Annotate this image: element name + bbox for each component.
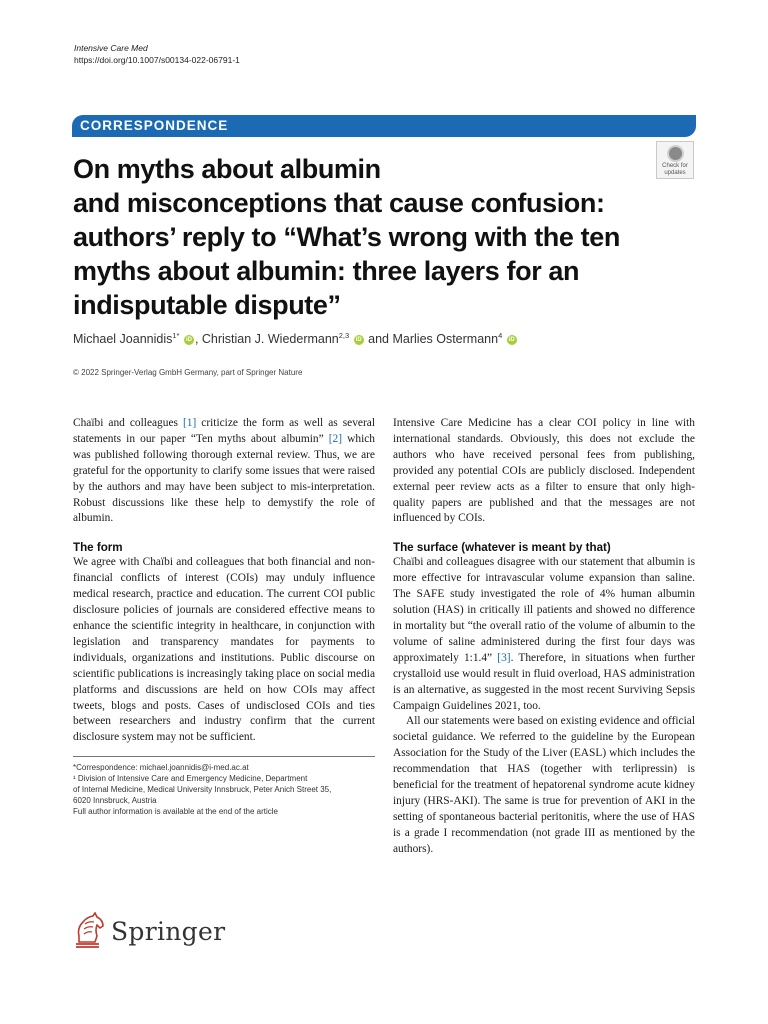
title-line: On myths about albumin — [73, 154, 381, 184]
correspondence-email[interactable]: *Correspondence: michael.joannidis@i-med.ac.at — [73, 763, 249, 772]
journal-header — [74, 42, 240, 66]
author-affiliation: 2,3 — [338, 331, 350, 340]
author-name[interactable]: Michael Joannidis — [73, 332, 173, 347]
reference-link[interactable]: [2] — [328, 432, 343, 445]
copyright-notice: © 2022 Springer-Verlag GmbH Germany, part of Springer Nature — [73, 368, 303, 377]
title-line: indisputable dispute” — [73, 290, 341, 320]
author-name[interactable]: Marlies Ostermann — [392, 332, 499, 347]
springer-horse-icon — [73, 912, 107, 948]
publisher-logo[interactable] — [73, 912, 226, 952]
orcid-icon[interactable]: iD — [185, 336, 192, 343]
section-heading-form: The form — [73, 541, 123, 555]
reference-link[interactable]: [1] — [182, 417, 197, 429]
title-line: authors’ reply to “What’s wrong with the ten — [73, 222, 620, 252]
article-title — [73, 152, 653, 322]
publisher-name: Springer — [111, 917, 226, 946]
intro-paragraph: Chaïbi and colleagues [1] criticize the form as well as several statements in our paper “Ten myths about albumin” [2] which was published following thorough external review. Thus, we are grateful for the opportunity to clarify some issues that were raised by the authors and may have been subject to mis-interpretation. Robust discussions like these help to demystify the role of albumin. — [73, 417, 376, 525]
footnotes — [73, 756, 375, 817]
full-author-info: Full author information is available at the end of the article — [73, 807, 279, 816]
title-line: myths about albumin: three layers for an — [73, 256, 580, 286]
section-heading-surface: The surface (whatever is meant by that) — [393, 541, 611, 555]
orcid-icon[interactable]: iD — [355, 336, 362, 343]
check-for-updates-badge[interactable] — [656, 141, 694, 179]
coi-paragraph: Intensive Care Medicine has a clear COI policy in line with international standards. Obviously, this does not exclude the authors who have received personal fees from publishing, provided any potential COIs are publicly disclosed. Independent external peer review acts as a filter to ensure that only high-quality papers are published and that the messages are not influenced by COIs. — [393, 417, 695, 525]
check-updates-line1: Check for — [662, 163, 688, 169]
evidence-paragraph: All our statements were based on existing evidence and official societal guidance. We referred to the guideline by the European Association for the Study of the Liver (EASL) which includes the recommendation that HAS (together with terlipressin) is beneficial for the treatment of hepatorenal syndrome acute kidney injury (HRS-AKI). The same is true for prevention of AKI in the setting of spontaneous bacterial peritonitis, where the use of HAS is a grade I recommendation (not grade III as mentioned by the authors). — [393, 715, 695, 855]
author-affiliation: 1* — [172, 331, 180, 340]
check-updates-line2: updates — [664, 170, 686, 176]
left-column — [73, 416, 375, 746]
surface-paragraph: Chaïbi and colleagues disagree with our statement that albumin is more effective for intravascular volume expansion than saline. The SAFE study investigated the role of 4% human albumin solution (HAS) in critically ill patients and showed no difference in mortality but “the overall ratio of the volume of albumin to the volume of saline administered during the first four days was approximately 1:1.4” [3]. Therefore, in situations when further crystalloid use would result in fluid overload, HAS administration is an alternative, as suggested in the most recent Surviving Sepsis Campaign Guidelines 2021, too. — [393, 556, 696, 712]
author-affiliation: 4 — [498, 331, 503, 340]
author-name[interactable]: Christian J. Wiedermann — [201, 332, 339, 347]
check-updates-icon — [667, 145, 684, 162]
orcid-icon[interactable]: iD — [508, 336, 515, 343]
title-line: and misconceptions that cause confusion: — [73, 188, 605, 218]
form-paragraph: We agree with Chaïbi and colleagues that both financial and non-financial conflicts of interest (COIs) may unduly influence medical research, practice and education. The current COI public disclosure policies of journals are considered effective means to enhance the scientific integrity in healthcare, in conjunction with legislation and transparency mandates for payments to individuals, organizations and institutions. Public discourse on scientific publications is increasingly taking place on social media platforms and discussions are held on how COIs may affect tweets, blogs and posts. Cases of undisclosed COIs and ties between researchers and industry confirm that the current disclosure system may not be sufficient. — [73, 556, 375, 744]
affiliation-line: 6020 Innsbruck, Austria — [73, 796, 157, 805]
affiliation-line: ¹ Division of Intensive Care and Emergency Medicine, Department — [73, 774, 308, 783]
banner-label: CORRESPONDENCE — [80, 118, 229, 133]
affiliation-line: of Internal Medicine, Medical University Innsbruck, Peter Anich Street 35, — [73, 785, 332, 794]
doi-link[interactable]: https://doi.org/10.1007/s00134-022-06791-1 — [74, 55, 240, 65]
reference-link[interactable]: [3] — [497, 651, 511, 664]
author-list: Michael Joannidis$^{1*}$ iD , Christian J. Wiedermann$^{2,3}$ iD and Marlies Ostermann$^4$ iD — [73, 331, 515, 347]
right-column — [393, 416, 695, 858]
correspondence-banner — [72, 115, 696, 137]
journal-name: Intensive Care Med — [74, 43, 148, 53]
